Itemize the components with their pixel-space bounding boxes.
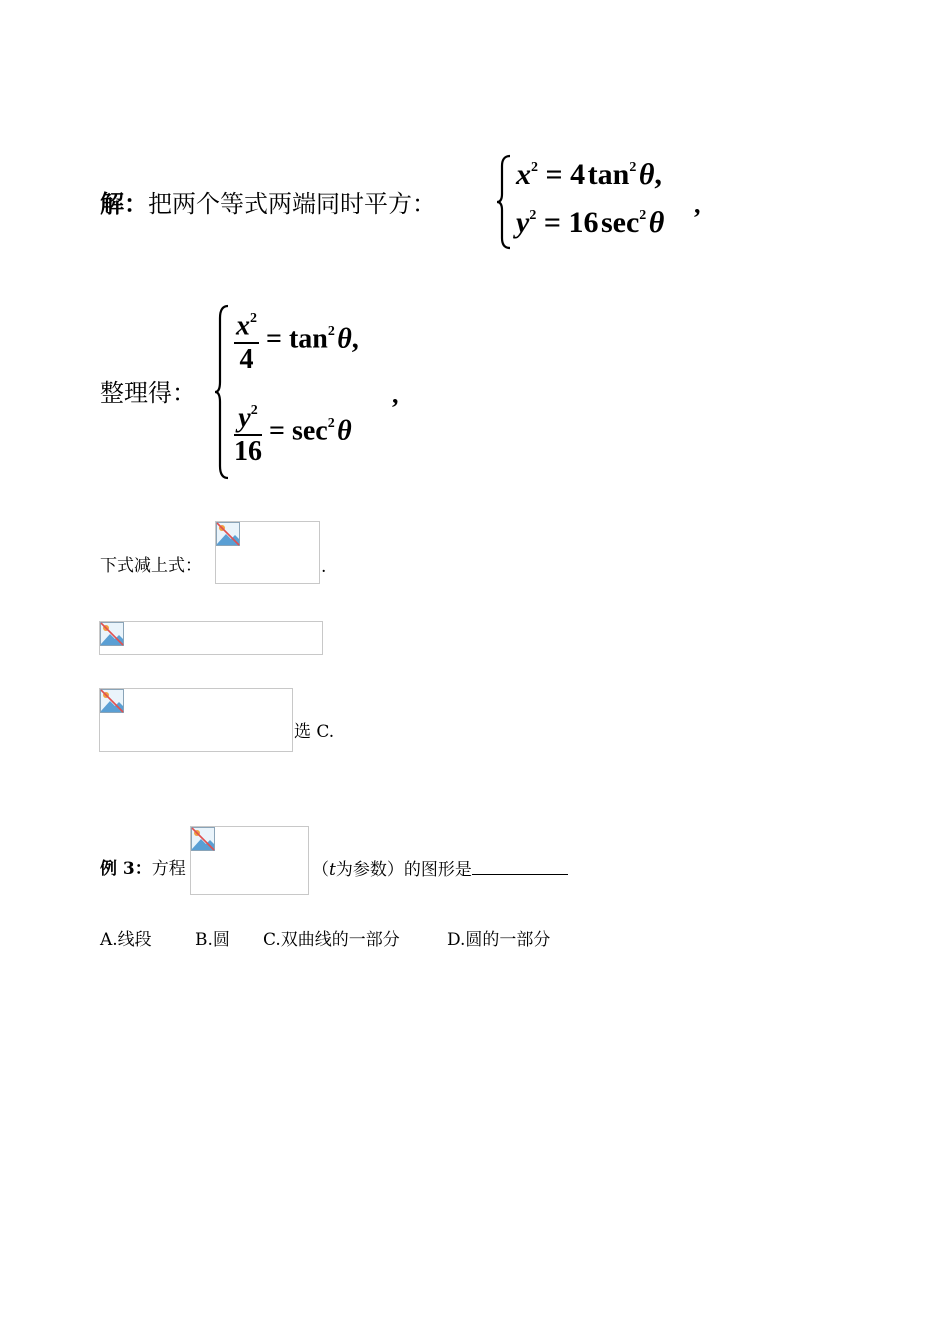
subtract-period: . xyxy=(321,557,327,577)
system2-eq1: $\frac{x^2}{4}$ = $\tan^2$ θ, xyxy=(234,306,359,376)
option-d: D.圆的一部分 xyxy=(447,930,551,950)
broken-image-icon xyxy=(191,827,215,851)
subtract-text: 下式减上式： xyxy=(100,556,202,576)
equation-system-2 xyxy=(214,302,414,482)
broken-image-placeholder xyxy=(190,826,309,895)
broken-image-icon xyxy=(100,622,124,646)
equation-system-1 xyxy=(496,152,716,252)
system2-trailing-comma: , xyxy=(392,380,399,409)
example3-label: 例 3： xyxy=(100,859,152,879)
broken-image-icon xyxy=(216,522,240,546)
rearrange-label: 整理得： xyxy=(100,379,196,407)
broken-image-placeholder xyxy=(215,521,320,584)
solution-text: 把两个等式两端同时平方： xyxy=(148,190,436,218)
system1-trailing-comma: , xyxy=(694,190,701,219)
example3-prefix: 方程 xyxy=(151,859,186,879)
example3-heading xyxy=(100,858,186,880)
left-brace xyxy=(496,154,514,250)
option-a: A.线段 xyxy=(100,930,152,950)
choose-answer-text: 选 C. xyxy=(294,722,335,742)
left-brace xyxy=(214,304,232,480)
system1-eq2: $y^2 = 16$ $\sec^2$ θ xyxy=(516,206,665,239)
solution-intro xyxy=(100,189,436,219)
answer-blank xyxy=(472,858,568,875)
broken-image-placeholder xyxy=(99,688,293,752)
option-c: C.双曲线的一部分 xyxy=(263,930,400,950)
broken-image-icon xyxy=(100,689,124,713)
option-b: B.圆 xyxy=(195,930,230,950)
system1-eq1: $x^2 = 4$ $\tan^2$ θ, xyxy=(516,158,662,191)
broken-image-placeholder xyxy=(99,621,323,655)
system2-eq2: $\frac{y^2}{16}$ = $\sec^2$ θ xyxy=(234,398,352,468)
example3-question: （t为参数）的图形是 xyxy=(312,858,568,881)
param-variable: t xyxy=(329,860,336,880)
solution-label: 解： xyxy=(100,190,148,218)
